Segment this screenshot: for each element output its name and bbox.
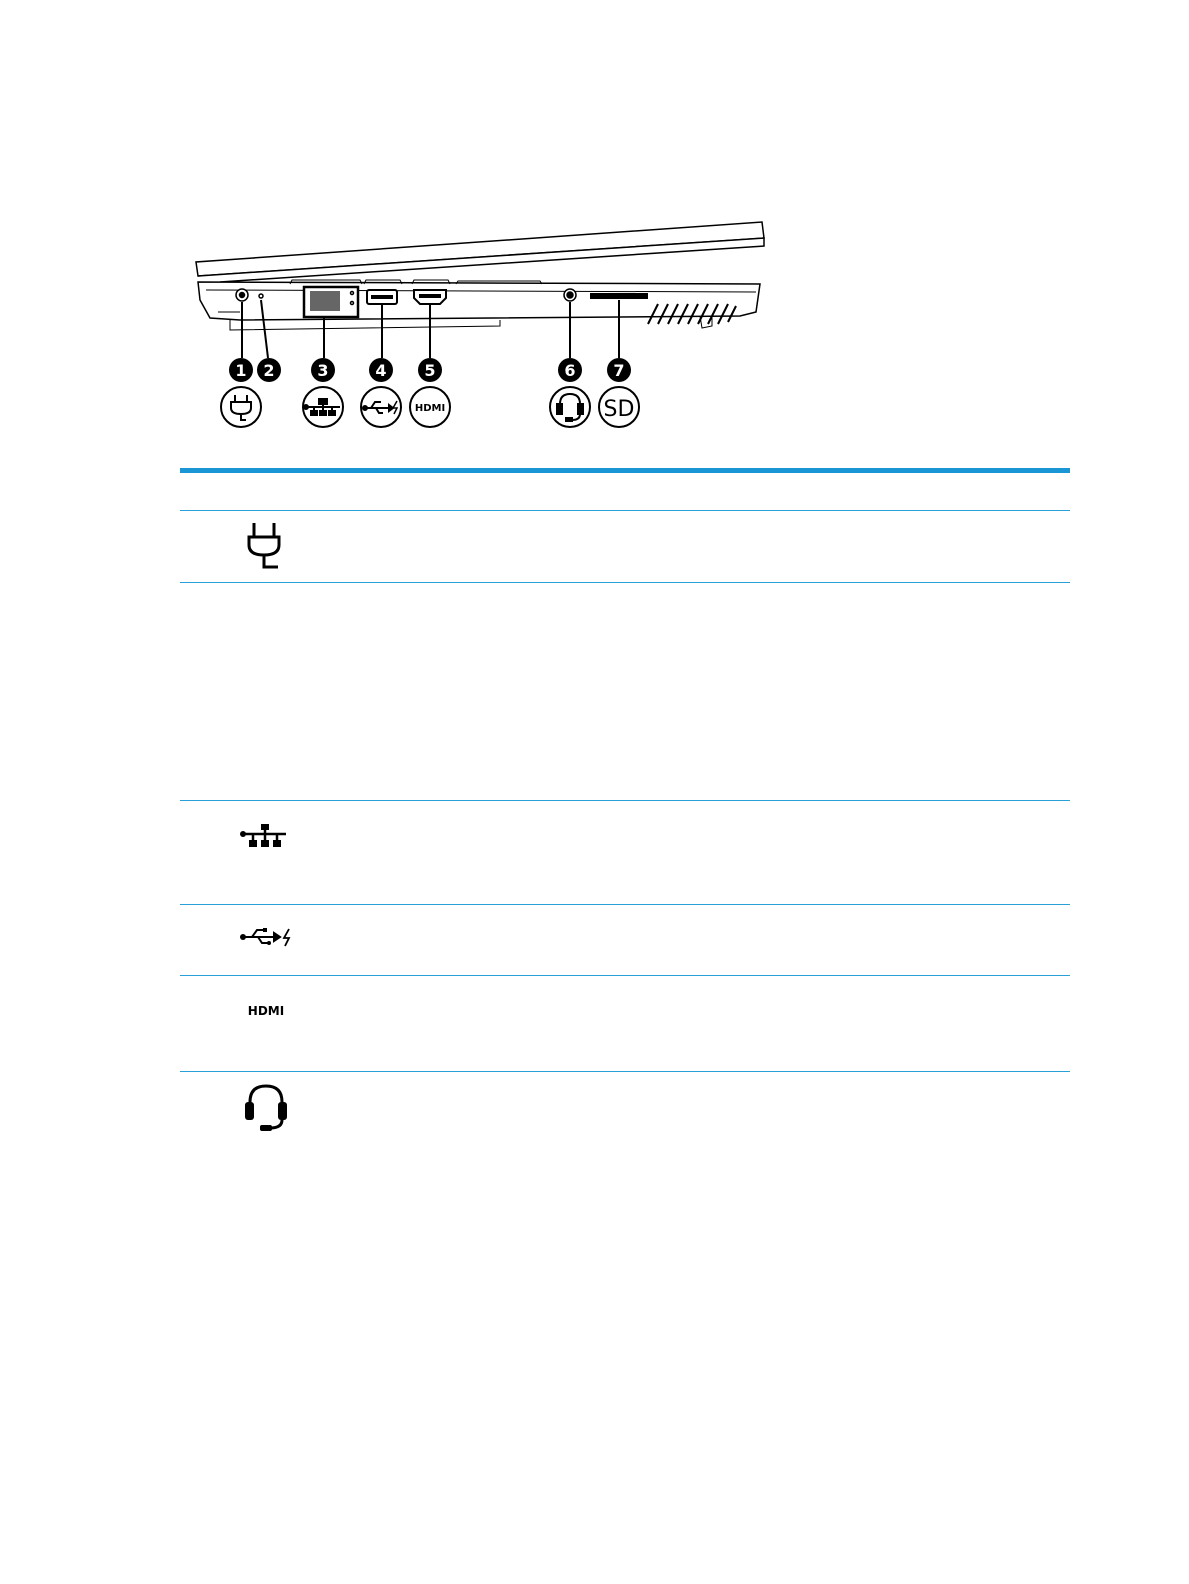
svg-text:7: 7 (613, 361, 625, 380)
table-row (180, 1072, 1070, 1172)
callout-6 (558, 358, 582, 382)
laptop-illustration (196, 222, 764, 330)
usb-charging-icon (240, 927, 292, 947)
table-row (180, 976, 1070, 1071)
svg-text:6: 6 (564, 361, 576, 380)
callout-1 (229, 358, 253, 382)
svg-text:HDMI: HDMI (414, 403, 446, 414)
svg-text:SD: SD (603, 397, 635, 422)
callout-7 (607, 358, 631, 382)
hdmi-icon (238, 1004, 294, 1018)
table-row (180, 583, 1070, 800)
headset-icon (550, 387, 590, 427)
sd-card-icon (599, 387, 639, 427)
svg-text:4: 4 (375, 361, 387, 380)
callout-3 (311, 358, 335, 382)
callout-4 (369, 358, 393, 382)
table-row (180, 511, 1070, 582)
figure-icons (221, 387, 639, 427)
callout-2 (257, 358, 281, 382)
svg-text:3: 3 (317, 361, 329, 380)
svg-text:1: 1 (235, 361, 247, 380)
table-header (180, 473, 1070, 509)
usb-charging-icon (361, 387, 401, 427)
svg-text:5: 5 (424, 361, 436, 380)
power-plug-icon (246, 517, 282, 571)
network-icon (240, 823, 290, 849)
laptop-left-side-figure (0, 0, 1189, 460)
callout-5 (418, 358, 442, 382)
table-row (180, 905, 1070, 975)
svg-text:HDMI: HDMI (247, 1004, 285, 1018)
table-row (180, 801, 1070, 904)
network-icon (303, 387, 343, 427)
power-plug-icon (221, 387, 261, 427)
callouts (229, 358, 631, 382)
headset-icon (242, 1082, 290, 1132)
hdmi-icon (410, 387, 450, 427)
svg-text:2: 2 (263, 361, 275, 380)
